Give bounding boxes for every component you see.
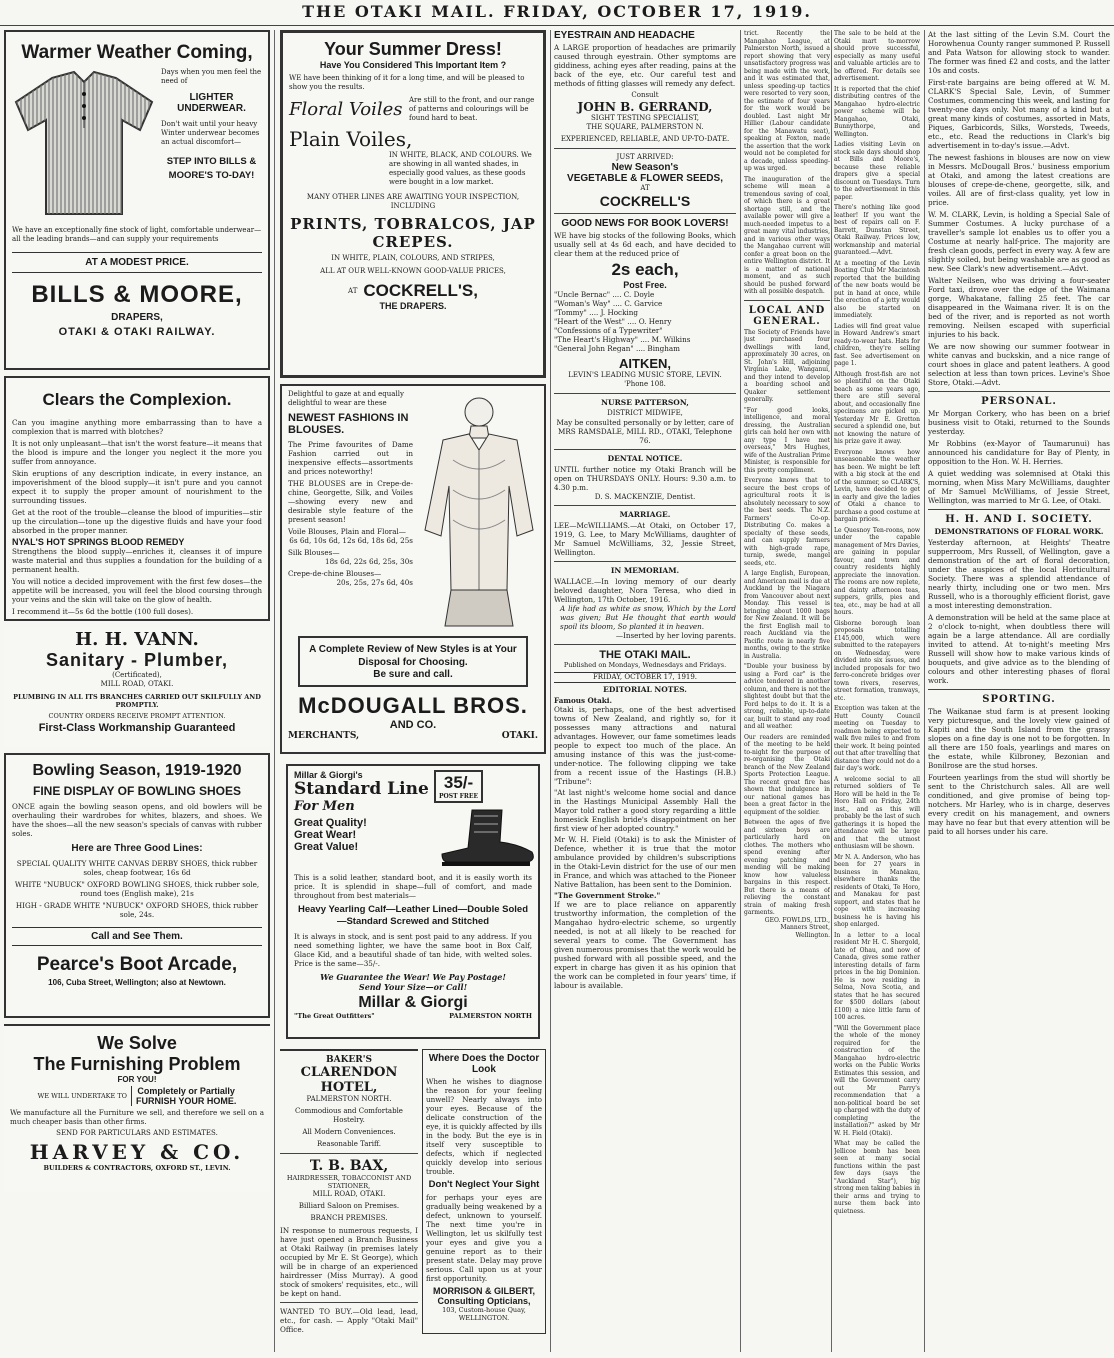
dental-body: UNTIL further notice my Otaki Branch will be open on THURSDAYS ONLY. Hours: 9.30 a.m. to 4.30 p.m. — [554, 465, 736, 492]
local-p9: Between the ages of five and sixteen boys are particularly hard on clothes. The mothers who spend evening after evening patching and mending will be making know how valueless bargains in this respect. But there is a means of relieving the constant strain of making fresh garments. — [744, 819, 830, 916]
bax-trade: HAIRDRESSER, TOBACCONIST AND STATIONER, — [286, 1174, 412, 1190]
mcdougall-p1: The Prime favourites of Dame Fashion carried out in inexpensive effects—assortments and prices noteworthy! — [288, 440, 413, 476]
c6-p13: Fourteen yearlings from the stud will shortly be sent to the Christchurch sales. All are well conditioned, and give promise of being top-notchers. Mr Harley, who is in charge, deserves every credit on his management, and owners may have no fear but that every attention will be paid to all horses under his care. — [928, 773, 1110, 836]
nurse-body: May be consulted personally or by letter, care of MRS RAMSDALE, MILL RD., OTAKI, Telephone 76. — [556, 418, 734, 445]
c5-p12: A welcome social to all returned soldiers of Te Horo will be held in the Te Horo Hall on Friday, 24th inst., and as this will probably be the last of such gatherings it is hoped the attendance will be large and that the utmost enthusiasm will be shown. — [834, 775, 920, 850]
millar-heavy: Heavy Yearling Calf—Leather Lined—Double Soled—Standard Screwed and Stitched — [298, 904, 528, 927]
column-rule — [550, 30, 551, 1352]
c5-p10: Gisborne borough loan proposals totalling £145,000, which were submitted to the ratepayers on Wednesday, were divided into six issues, and included proposals for two ferro-concrete bridges over town rivers, reserves, street formation, tramways, etc. — [834, 619, 920, 702]
bills-advice: Don't wait until your heavy Winter underwear becomes an actual discomfort— — [161, 120, 260, 146]
c6-p7: Mr Morgan Corkery, who has been on a brief business visit to Otaki, returned to the Sounds yesterday. — [928, 409, 1110, 436]
mcdougall-town: OTAKI. — [501, 731, 538, 741]
editorial-e4: If we are to place reliance on apparently trustworthy information, the completion of the Mangahao hydro-electric scheme, so urgently needed, is not at all likely to be reached for several years to come. The Government has given numerous promises that the work would be pushed forward with all possible speed, and the expert in charge has given it as his opinion that the work can be completed in four years' time, if labour is available. — [554, 900, 736, 990]
book-2: "Woman's Way" .... C. Garvice — [554, 299, 663, 308]
nyal-ad — [4, 376, 270, 621]
gerrand-consult: Consult — [631, 91, 659, 99]
cockrell-f1d: Are still to the front, and our range of patterns and colourings will be found hard to beat. — [409, 96, 535, 122]
bills-price: AT A MODEST PRICE. — [12, 252, 262, 273]
clarendon-town: PALMERSTON NORTH. — [306, 1095, 392, 1103]
nyal-p4: Get at the root of the trouble—cleanse the blood of impurities—stir up the circulation—tone up the digestive fluids and have your food absorbed in the proper manner. — [12, 508, 262, 535]
c5-p3: Ladies visiting Levin on stock sale days should shop at Bills and Moore's, because these reliable drapers give a special discount on Tuesdays. Turn to the advertisement in this paper. — [834, 141, 920, 201]
c5-p15: "Will the Government place the whole of the money required for the construction of the Mangahao hydro-electric works on the Public Works Estimates this session, and will the Government carry out Mr Parry's recommendation that a non-political board be set up charged with the duty of completing the installation?" asked by Mr W. H. Field (Otaki). — [834, 1024, 920, 1137]
gerrand-addr: THE SQUARE, PALMERSTON N. — [586, 123, 704, 131]
local-p6: A large English, European, and American mail is due at Auckland by the Niagara from Vancouver about next Monday. This vessel is bringing about 1000 bags for New Zealand. It will be the first English mail to reach Auckland via the Pacific route in nearly five months, owing to the strike in Australia. — [744, 570, 830, 660]
books-post: Post Free. — [623, 280, 667, 290]
sporting-head: SPORTING. — [982, 694, 1056, 705]
morrison-trade: Consulting Opticians, — [437, 1296, 531, 1306]
bax-l2: BRANCH PREMISES. — [310, 1214, 388, 1222]
personal-head: PERSONAL. — [981, 396, 1057, 407]
mcdougall-l3: Crepe-de-chine Blouses— — [288, 569, 382, 578]
pearce-i2: WHITE "NUBUCK" OXFORD BOWLING SHOES, thick rubber sole, round toes (English make), 21s — [14, 880, 260, 898]
mail-date: FRIDAY, OCTOBER 17, 1919. — [554, 672, 736, 683]
bills-cta: STEP INTO BILLS & MOORE'S TO-DAY! — [166, 156, 257, 181]
millar-stock: It is always in stock, and is sent post paid to any address. If you need something lighter, we have the same boot in Box Calf, Glace Kid, and a beautiful shade of tan hide, with welted soles. Price is the same—35/-. — [294, 932, 532, 968]
millar-town: PALMERSTON NORTH — [449, 1012, 532, 1020]
cockrell-trade: THE DRAPERS. — [379, 301, 447, 311]
boot-icon — [438, 808, 538, 872]
local-p3: The Society of Friends have just purchased four dwellings with land, approximately 30 acres, on St. John's Hill, adjoining Virginia Lake, Wanganui, and they intend to develop a boarding school and Quaker settlement generally. — [744, 328, 830, 403]
cockrell-f2d: IN WHITE, BLACK, AND COLOURS. We are showing in all wanted shades, in especially good values, as these goods were bought in a low market. — [389, 151, 532, 186]
cockrell-headline: Your Summer Dress! — [324, 39, 502, 59]
mcdougall-p2: THE BLOUSES are in Crepe-de-chine, Georgette, Silk, and Voiles—showing every new and desirable style feature of the present season! — [288, 479, 413, 524]
c5-p8: Everyone knows how unseasonable the weather has been. We might be left with a big stock at the end of the summer, so CLARK'S, Levin, have decided to get in early and give the ladies of Otaki a chance to purchase a good costume at bargain prices. — [834, 448, 920, 523]
vann-l3: First-Class Workmanship Guaranteed — [38, 722, 236, 734]
harvey-send: SEND FOR PARTICULARS AND ESTIMATES. — [56, 1129, 218, 1137]
bills-body: Days when you men feel the need of — [161, 68, 262, 85]
gerrand-name2: SIGHT TESTING SPECIALIST, — [591, 114, 699, 122]
pearce-three: Here are Three Good Lines: — [71, 843, 203, 854]
nurse-role: DISTRICT MIDWIFE, — [607, 409, 683, 417]
harvey-furnish: FURNISH YOUR HOME. — [136, 1096, 237, 1106]
c5-p13: Mr N. A. Anderson, who has been for 27 years in business in Manakau, elsewhere thanks the residents of Otaki, Te Horo, and Manakau for past support, and states that he cope with increasing business he is having his shop enlarged. — [834, 853, 920, 928]
harvey-trade: BUILDERS & CONTRACTORS, OXFORD ST., LEVIN. — [43, 1164, 231, 1172]
nurse-name: NURSE PATTERSON, — [601, 398, 689, 407]
blouse-illustration — [413, 390, 538, 630]
book-3: "Tommy" .... J. Hocking — [554, 308, 638, 317]
millar-post: POST FREE — [439, 793, 479, 800]
column-3 — [554, 30, 736, 1352]
mangahao-p1: trict. Recently the Mangahao League, at Palmerston North, issued a report showing that very unsatisfactory progress was being made with the work, and it was estimated that, unless speeding-up tactics were resorted to very soon, the estimate of four years for the work would be doubled. Last night Mr Hillier (Labour candidate for the Manawatu seat), speaking at Foxton, made the assertion that the work would not be completed for a decade, unless speeding-up was urged. — [744, 30, 830, 172]
harvey-opt: Completely or Partially — [137, 1086, 235, 1096]
mcdougall-l2: Silk Blouses— — [288, 548, 340, 557]
dental-head: DENTAL NOTICE. — [607, 454, 683, 463]
column-4 — [744, 30, 830, 1352]
bax-addr: MILL ROAD, OTAKI. — [312, 1190, 386, 1198]
c5-p14: In a letter to a local resident Mr H. C. Shergold, late of Ohau, and now of Canada, gives some rather interesting details of farm prices in the big Dominion. He is now residing in Selma, Nova Scotia, and states that he has secured for $500 dollars (about £100) a nice little farm of 100 acres. — [834, 931, 920, 1021]
nyal-p7: I recommend it—5s 6d the bottle (100 full doses). — [12, 607, 194, 616]
mangahao-p2: The inauguration of the scheme will mean a tremendous saving of coal, of which there is a great shortage still, and the available power will give a much-needed impetus to a great many vital industries, and in various other ways the Mangahao current will confer a great boon on the entire Wellington district. It is a matter of national moment, and as such should be pushed forward with all possible despatch. — [744, 175, 830, 295]
c5-p1: The sale to be held at the Otaki mart to-morrow should prove successful, especially as many useful and valuable articles are to be offered. For details see advertisement. — [834, 30, 920, 82]
memoriam-body: WALLACE.—In loving memory of our dearly beloved daughter, Nora Teresa, who died in Wellington, 17th October, 1916. — [554, 577, 736, 604]
millar-q2: Great Wear! — [294, 829, 357, 841]
harvey-line: FOR YOU! — [117, 1075, 157, 1084]
column-5 — [834, 30, 920, 1352]
nyal-p5: Strengthens the blood supply—enriches it, cleanses it of impure waste material and thus supplies a foundation for the building of a permanent health. — [12, 547, 262, 574]
millar-q1: Great Quality! — [294, 817, 367, 829]
mail-title: THE OTAKI MAIL. — [599, 649, 691, 661]
book-4: "Heart of the West" .... O. Henry — [554, 317, 672, 326]
nyal-p8 — [12, 619, 262, 621]
c5-p11: Exception was taken at the Hutt County Council meeting on Tuesday to roadmen being expected to walk five miles to and from their work. It being pointed out that after travelling that distance they could not do a fair day's work. — [834, 705, 920, 772]
millar-price: 35/- — [443, 773, 474, 792]
bax-ad — [280, 1158, 418, 1298]
editorial-famous: Famous Otaki. — [554, 696, 612, 705]
cockrell-brand: COCKRELL'S, — [363, 281, 478, 300]
memoriam-head: IN MEMORIAM. — [610, 566, 680, 575]
mcdougall-sure: Be sure and call. — [373, 669, 453, 680]
c5-p16: What may be called the Jellicoe bomb has been seen at many social functions within the past few days (says the "Auckland Star"), big strong men taking babies in their arms and trying to nurse them back into quietness. — [834, 1140, 920, 1215]
pearce-sub: FINE DISPLAY OF BOWLING SHOES — [32, 784, 242, 798]
morrison-addr: 103, Custom-house Quay, WELLINGTON. — [442, 1306, 526, 1322]
book-7: "General John Regan" .... Bingham — [554, 344, 680, 353]
vann-l1: PLUMBING IN ALL ITS BRANCHES CARRIED OUT SKILFULLY AND PROMPTLY. — [13, 693, 261, 709]
mcdougall-l2p: 18s 6d, 22s 6d, 25s, 30s — [325, 557, 413, 566]
c6-p10: Yesterday afternoon, at Heights' Theatre supperroom, Mrs Russell, of Wellington, gave a demonstration of the art of floral decoration, under the auspices of the local Horticultural Society. There was a splendid attendance of nearly thirty, including one or two men. Mrs Russell, who is a thoroughly efficient florist, gave a most interesting demonstration. — [928, 538, 1110, 610]
vann-trade: Sanitary - Plumber, — [45, 650, 229, 670]
pearce-i3: HIGH - GRADE WHITE "NUBUCK" OXFORD SHOES, thick rubber sole, 24s. — [15, 901, 259, 919]
c6-p8: Mr Robbins (ex-Mayor of Taumarunui) has announced his candidature for Bay of Plenty, in opposition to the Hon. W. H. Herries. — [928, 439, 1110, 466]
column-rule — [831, 30, 832, 1352]
millar-tag: "The Great Outfitters" — [294, 1012, 375, 1020]
vann-name: H. H. VANN. — [75, 629, 199, 650]
bills-stock: We have an exceptionally fine stock of light, comfortable underwear—all the leading brands—and can supply your requirements — [12, 226, 262, 243]
millar-top: Millar & Giorgi's — [294, 770, 363, 780]
cockrell-at: AT — [348, 286, 358, 295]
nyal-p1: Can you imagine anything more embarrassing than to have a complexion that is marred with blotches? — [12, 418, 262, 436]
bills-brand: BILLS & MOORE, — [31, 281, 243, 308]
clarendon-name: CLARENDON HOTEL, — [300, 1065, 398, 1095]
eyestrain-head: EYESTRAIN AND HEADACHE — [554, 30, 695, 41]
c5-p2: It is reported that the chief distributing centres of the Mangahao hydro-electric power scheme will be Mangahao, Otaki, Bunnythorpe, and Wellington. — [834, 85, 920, 138]
cockrell-ad — [280, 30, 546, 378]
editorial-gov: "The Government Stroke." — [554, 891, 661, 900]
books-good: GOOD NEWS FOR BOOK LOVERS! — [561, 218, 729, 229]
marriage-head: MARRIAGE. — [619, 510, 671, 519]
morrison-brand: MORRISON & GILBERT, — [432, 1286, 535, 1296]
books-price: 2s each, — [611, 260, 679, 279]
morrison-headline: Where Does the Doctor Look — [428, 1053, 540, 1075]
nyal-product: NYAL'S HOT SPRINGS BLOOD REMEDY — [12, 537, 185, 547]
bax-l1: Billiard Saloon on Premises. — [298, 1202, 400, 1210]
pearce-headline: Bowling Season, 1919-1920 — [32, 762, 242, 779]
gerrand-name: JOHN B. GERRAND, — [577, 100, 713, 114]
clarendon-top: BAKER'S — [325, 1055, 372, 1065]
cockrell-prints: PRINTS, TOBRALCOS, JAP CREPES. — [290, 215, 536, 251]
c5-p4: There's nothing like good leather! If you want the best of repairs call on F. Barrett, Dunstan Street, Otaki Railway. Prices low, workmanship and material guaranteed.—Advt. — [834, 204, 920, 256]
seeds-new: New Season's — [611, 162, 679, 173]
millar-guar: We Guarantee the Wear! We Pay Postage! — [320, 972, 506, 982]
editorial-head: EDITORIAL NOTES. — [603, 685, 687, 694]
morrison-body2: for perhaps your eyes are gradually being weakened by a defect, unknown to yourself. The next time you're in Wellington, let us skilfully test your eyes and give you a genuine report as to their present state. Delay may prove serious. Call upon us at your first opportunity. — [426, 1193, 542, 1283]
harvey-ad — [4, 1024, 270, 1192]
local-general-head: LOCAL AND GENERAL. — [748, 304, 826, 327]
c5-p5: At a meeting of the Levin Boating Club Mr Macintosh reported that the building of the new boats would be put in hand at once, while the erection of a jetty would also be started on immediately. — [834, 259, 920, 319]
millar-product: Standard Line — [294, 779, 429, 799]
harvey-manuf: We manufacture all the Furniture we sell, and therefore we sell on a much cheaper basis than other firms. — [10, 1108, 264, 1126]
clarendon-l2: All Modern Conveniences. — [302, 1128, 396, 1136]
c6-p12: The Waikanae stud farm is at present looking very picturesque, and the lovely view gained of Kapiti and the South Island from the grassy slopes on a fine day is one not to be forgotten. In all there are 150 foals, yearlings and mares on the estate, while Kilbroney, Bezonian and Bonilrose are the stud horses. — [928, 707, 1110, 770]
clarendon-l3: Reasonable Tariff. — [317, 1140, 381, 1148]
c5-p6: Ladies will find great value in Howard Andrew's smart ready-to-wear hats. Hats for children, they're selling fast. See advertisement on page 1. — [834, 322, 920, 367]
pearce-address: 106, Cuba Street, Wellington; also at Newtown. — [48, 978, 226, 987]
cockrell-question: Have You Considered This Important Item ? — [319, 60, 507, 70]
c5-p7: Although frost-fish are not so plentiful on the Otaki beach as some years ago, there are still several about, and occasionally fine specimens are picked up. Yesterday Mr E. Gretton secured a splendid one, but not knowing the nature of his prize gave it away. — [834, 370, 920, 445]
mcdougall-intro: Delightful to gaze at and equally delightful to wear are these — [288, 390, 404, 407]
c6-p11: A demonstration will be held at the same place at 2 o'clock to-night, when doubtless there will again be a large attendance. All are cordially invited to attend. At to-night's meeting Mrs Russell will show how to make various kinds of bouquets, and give advice as to the blending of colours and other interesting phases of floral work. — [928, 613, 1110, 685]
millar-body: This is a solid leather, standard boot, and it is easily worth its price. It is splendid in shape—full of comfort, and made throughout from best materials— — [294, 873, 532, 900]
morrison-neglect: Don't Neglect Your Sight — [428, 1179, 540, 1190]
local-p7: "Double your business by using a Ford car" is the advice tendered in another column, and there is not the slightest doubt but that the Ford helps to do it. It is a strong, reliable, up-to-date car, built to stand any road and all weather. — [744, 663, 830, 730]
book-6: "The Heart's Highway" .... M. Wilkins — [554, 335, 691, 344]
marriage-body: LEE—McWILLIAMS.—At Otaki, on October 17, 1919, G. Lee, to Mary McWilliams, daughter of Mr Samuel McWilliams, 32, Jessie Street, Wellington. — [554, 521, 736, 557]
nyal-p2: It is not only unpleasant—that isn't the worst feature—it means that the blood is impure and the longer you neglect it the more you suffer from annoyance. — [12, 439, 262, 466]
millar-send: Send Your Size—or Call! — [358, 982, 468, 992]
nyal-p6: You will notice a decided improvement with the first few doses—the appetite will be increased, you will feel the blood coursing through your veins and the skin will take on the glow of health. — [12, 577, 262, 604]
editorial-e2: "At last night's welcome home social and dance in the Hastings Municipal Assembly Hall the Mayor told rather a good story regarding a little homesick English bride's disappointment on her first view of her adopted country." — [554, 788, 736, 833]
seeds-brand: COCKRELL'S — [599, 193, 691, 209]
dental-sig: D. S. MACKENZIE, Dentist. — [594, 492, 696, 501]
c6-p3: The newest fashions in blouses are now on view in Messrs. McDougall Bros.' business emporium at Otaki, and among the latest creations are blouses of crepe-de-chene, georgette, silk, and voiles. All are of first-class quality, yet low in price. — [928, 153, 1110, 207]
pearce-body: ONCE again the bowling season opens, and old bowlers will be overhauling their wardrobes for whites, blazers, and shoes. We have the shoes—all the new season's specials of canvas with rubber soles. — [12, 802, 262, 838]
mcdougall-and: AND CO. — [389, 719, 437, 731]
masthead: THE OTAKI MAIL. FRIDAY, OCTOBER 17, 1919. — [0, 2, 1114, 26]
bills-location: OTAKI & OTAKI RAILWAY. — [58, 326, 216, 338]
morrison-body: When he wishes to diagnose the reason for your feeling unwell? Nearly always into your eyes. Because of the delicate construction of the eye, it is quickly affected by ills in the body. But the eye is in itself very susceptible to defects, which if neglected quickly develop into serious trouble. — [426, 1077, 542, 1176]
nyal-p3: Skin eruptions of any description indicate, in every instance, an impoverishment of the blood supply—it isn't pure and you cannot expect it to supply the proper amount of nourishment to the surrounding tissues. — [12, 469, 262, 505]
vann-ad — [4, 627, 270, 747]
pearce-ad — [4, 753, 270, 1018]
aitken-store: LEVIN'S LEADING MUSIC STORE, LEVIN. — [568, 371, 722, 379]
mcdougall-brand: McDOUGALL BROS. — [298, 693, 528, 718]
morrison-ad — [422, 1049, 546, 1334]
millar-brand: Millar & Giorgi — [358, 994, 468, 1011]
mail-pub: Published on Mondays, Wednesdays and Fridays. — [563, 661, 727, 669]
pearce-cta: Call and See Them. — [12, 927, 262, 946]
column-6 — [928, 30, 1110, 1352]
memoriam-verse: A life had as white as snow, Which by the Lord was given; But He thought that earth would spoil its bloom, So planted it in heaven. — [560, 604, 736, 631]
editorial-e1: Otaki is, perhaps, one of the best advertised towns of New Zealand, and rightly so, for it possesses many attractions and natural advantages. However, our fame sometimes leads people to expect too much of the place. An amusing instance of this was the just-come-under-notice. The following clipping we take from a recent issue of the Hastings (H.B.) "Tribune": — [554, 705, 736, 786]
cockrell-all: ALL AT OUR WELL-KNOWN GOOD-VALUE PRICES, — [320, 267, 506, 275]
harvey-brand: HARVEY & CO. — [29, 1140, 245, 1164]
c5-p9: Le Quesnoy Ten-roons, now under the capable management of Mrs Davies, are gaining in popular favour, and town and country residents highly appreciate the innovation. The rooms are now replete, and dainty afternoon teas, suppers, grills, pies and tea, etc., may be had at all hours. — [834, 526, 920, 616]
clarendon-l1: Commodious and Comfortable Hostelry. — [295, 1107, 403, 1124]
mcdougall-review: A Complete Review of New Styles is at Your Disposal for Choosing. — [309, 644, 517, 668]
column-rule — [740, 30, 741, 1352]
local-p5: Everyone knows that to secure the best crops of agricultural roots it is absolutely necessary to sow the best seeds. The N.Z. Farmers' Co-op. Distributing Co. makes a specialty of these seeds, and can supply farmers with high-grade rape, turnip, swede, mangel seeds, etc. — [744, 477, 830, 567]
mcdougall-l1: Voile Blouses, Plain and Floral— — [288, 527, 406, 536]
mcdougall-l3p: 20s, 25s, 27s 6d, 40s — [336, 578, 413, 587]
cockrell-f2: Plain Voiles, — [289, 127, 413, 151]
cockrell-f1: Floral Voiles — [289, 99, 403, 120]
society-head: H. H. AND I. SOCIETY. — [945, 514, 1093, 525]
bax-name: T. B. BAX, — [309, 1158, 389, 1174]
seeds-at: AT — [640, 184, 650, 192]
bills-product: LIGHTER UNDERWEAR. — [177, 92, 246, 114]
local-p8: Our readers are reminded of the meeting to be held to-night for the purpose of re-organising the Otaki branch of the New Zealand Sports Protection League. The recent great fire has shown that indulgence in our national games has been a great factor in the equipment of the soldier. — [744, 733, 830, 816]
bills-trade: DRAPERS, — [111, 312, 163, 323]
mcdougall-ad — [280, 384, 546, 754]
column-2 — [280, 30, 546, 1352]
eyestrain-body: A LARGE proportion of headaches are primarily caused through eyestrain. Other symptoms are giddiness, aching eyes after reading, pains at the back of the eye, etc. Our careful test and methods of fitting glasses will remedy any defect. — [554, 43, 736, 88]
mcdougall-headline: NEWEST FASHIONS IN BLOUSES. — [288, 412, 409, 436]
c6-p5: Walter Neilsen, who was driving a four-seater Ford taxi, drove over the edge of the Waimana gorge, Whakatane, falling 25 feet. The car disappeared in the Waimana river. It is on the bed of the river, and is reported as not worth removing. Neilsen escaped with superficial injuries to his back. — [928, 276, 1110, 339]
harvey-h2: The Furnishing Problem — [33, 1054, 241, 1074]
c6-p4: W. M. CLARK, Levin, is holding a Special Sale of Summer Costumes. A lucky purchase of a traveller's sample lot enables us to offer you a Costume at nearly half-price. The majority are fresh clean goods, perfect in every way. A few are slightly soiled, but being washable are as good as new. See Clark's new advertisement.—Advt. — [928, 210, 1110, 273]
seeds-just: JUST ARRIVED: — [616, 153, 674, 161]
harvey-undertake: WE WILL UNDERTAKE TO — [37, 1092, 127, 1100]
column-rule — [274, 30, 275, 1352]
vann-cert: (Certificated), — [112, 671, 162, 679]
bills-headline: Warmer Weather Coming, — [21, 42, 253, 63]
undershirt-icon — [12, 68, 157, 218]
local-p4: "For good looks, intelligence, and moral dressing, the Australian girls can hold her own with any type I have met overseas," Mrs Hughes, wife of the Australian Prime Minister, is responsible for this pretty compliment. — [744, 406, 830, 474]
cockrell-body: WE have been thinking of it for a long time, and will be pleased to show you the results. — [289, 74, 525, 91]
bax-body: IN response to numerous requests, I have just opened a Branch Business at Otaki Railway (in premises lately occupied by Mr E. St George), which will be in charge of an experienced hairdresser (Miss Murray). A good stock of smokers' requisites, etc., will be kept on hand. — [280, 1226, 418, 1298]
nyal-headline: Clears the Complexion. — [42, 390, 232, 409]
aitken-name: AITKEN, — [619, 356, 671, 371]
clarendon-ad — [280, 1049, 418, 1149]
wanted-ad: WANTED TO BUY.—Old lead, lead, etc., for cash. — Apply "Otaki Mail" Office. — [280, 1307, 418, 1334]
book-1: "Uncle Bernac" .... C. Doyle — [554, 290, 655, 299]
seeds-veg: VEGETABLE & FLOWER SEEDS, — [567, 173, 723, 184]
cockrell-pc: IN WHITE, PLAIN, COLOURS, AND STRIPES, — [331, 254, 495, 262]
millar-ad — [286, 764, 540, 1039]
editorial-e3: Mr W. H. Field (Otaki) is to ask the Minister of Defence, whether it is true that the motor ambulance provided by children's subscriptions in the Otaki-Levin district for the use of our men in France, and which was attached to the Pioneer Native Battalion, has been sent to the Dominion. — [554, 835, 736, 889]
gerrand-exp: EXPERIENCED, RELIABLE, AND UP-TO-DATE. — [560, 135, 730, 143]
column-1 — [4, 30, 270, 1352]
column-rule — [924, 30, 925, 1352]
mcdougall-l1p: 6s 6d, 10s 6d, 12s 6d, 18s 6d, 25s — [289, 536, 413, 545]
c6-p2: First-rate bargains are being offered at W. M. CLARK'S Special Sale, Levin, of Summer Costumes, commencing this week, and lasting for twenty-one days only. Not many of a kind but a great many kinds of costumes, assorted in Mats, Piques, Garbicords, Silks, Worsteds, Tweeds, etc., etc. Read the reductions in Clark's big advertisement in to-day's issue.—Advt. — [928, 78, 1110, 150]
bottom-ads-row — [280, 1049, 546, 1334]
local-sig: GEO. FOWLDS, LTD., Manners Street, Wellington. — [764, 916, 830, 939]
pearce-brand: Pearce's Boot Arcade, — [36, 954, 238, 975]
c6-p9: A quiet wedding was solemnised at Otaki this morning, when Miss Mary McWilliams, daughter of Mr Samuel McWilliams, of Jessie Street, Wellington, was married to Mr G. Lee, of Otaki. — [928, 469, 1110, 505]
book-5: "Confessions of a Typewriter" — [554, 326, 663, 335]
millar-q3: Great Value! — [294, 841, 359, 853]
aitken-phone: 'Phone 108. — [624, 380, 666, 388]
pearce-i1: SPECIAL QUALITY WHITE CANVAS DERBY SHOES, thick rubber soles, cheap footwear, 16s 6d — [16, 859, 258, 877]
c6-p6: We are now showing our summer footwear in white canvas and buckskin, and a nice range of court shoes in glace and patent leathers. A good selection at less than town prices. Levine's Shoe Store, Otaki.—Advt. — [928, 342, 1110, 387]
society-demo: DEMONSTRATIONS OF FLORAL WORK. — [934, 527, 1104, 536]
cockrell-other: MANY OTHER LINES ARE AWAITING YOUR INSPECTION, INCLUDING — [306, 193, 520, 210]
vann-l2: COUNTRY ORDERS RECEIVE PROMPT ATTENTION. — [48, 712, 226, 720]
millar-men: For Men — [294, 799, 355, 814]
memoriam-inserted: —Inserted by her loving parents. — [615, 631, 736, 640]
harvey-h1: We Solve — [97, 1033, 177, 1053]
books-body: WE have big stocks of the following Books, which usually sell at 4s 6d each, and have decided to clear them at the reduced price of — [554, 231, 736, 258]
c6-p1: At the last sitting of the Levin S.M. Court the Horowhenua County ranger summoned P. Russell and Pata Watson for allowing stock to wander. The former was fined £2 and costs, and the latter 10s and costs. — [928, 30, 1110, 75]
vann-address: MILL ROAD, OTAKI. — [100, 680, 174, 688]
mcdougall-trade: MERCHANTS, — [288, 731, 360, 741]
bills-moore-ad — [4, 30, 270, 370]
